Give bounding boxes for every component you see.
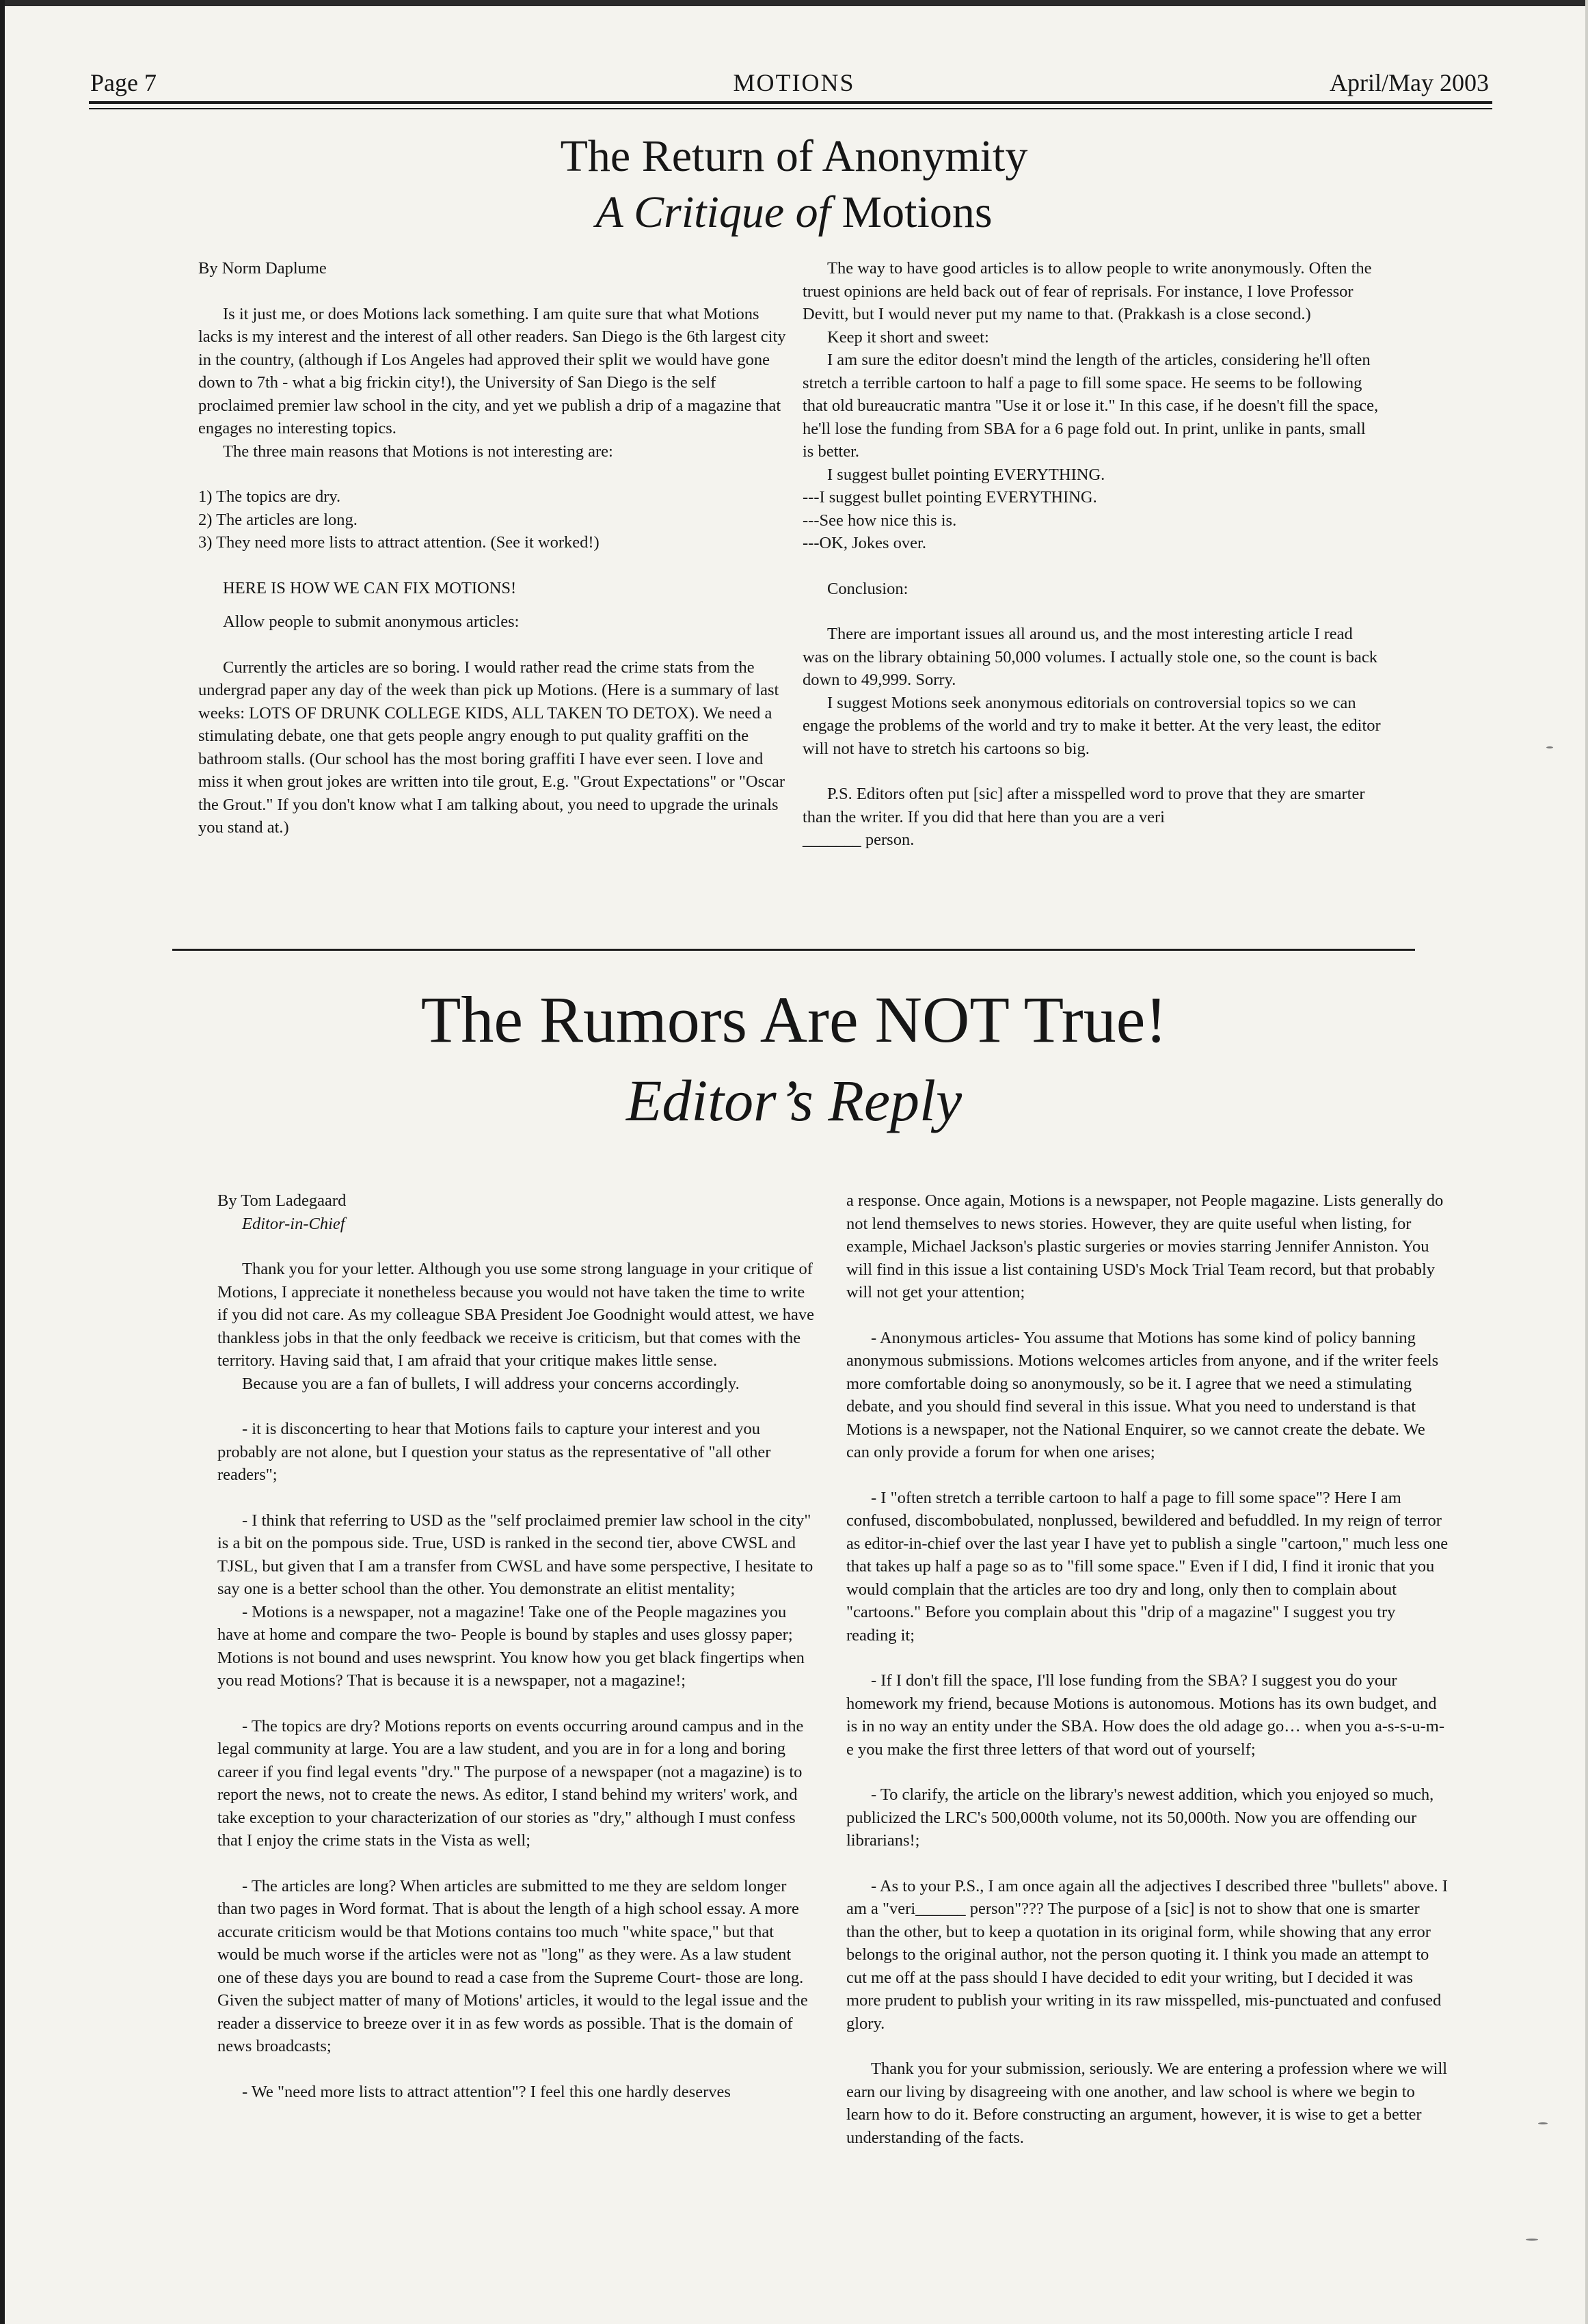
article2-paragraph: a response. Once again, Motions is a newspaper, not People magazine. Lists generally do not lend themselves to news stories. However, they are quite useful when listing, for example, Michael Jackson's plastic surgeries or movies starring Jennifer Anniston. You will find in this issue a list containing USD's Mock Trial Team record, but that probably will not get your attention; <box>846 1191 1444 1301</box>
article1-list-item: 2) The articles are long. <box>198 510 358 529</box>
article1-paragraph: Currently the articles are so boring. I would rather read the crime stats from the undergrad paper any day of the week than pick up Motions. (Here is a summary of last weeks: LOTS OF DRUNK COLLEGE KIDS, ALL TAKEN TO DETOX). We need a stimulating debate, one that gets people angry enough to put quality graffiti on the bathroom stalls. (Our school has the most boring graffiti I have ever seen. I love and miss it when grout jokes are written into tile grout, E.g. "Grout Expectations" or "Oscar the Grout." If you don't know what I am talking about, you need to upgrade the urinals you stand at.) <box>198 658 785 837</box>
scan-edge-left <box>0 0 5 2324</box>
article1-paragraph: The three main reasons that Motions is not interesting are: <box>223 442 613 461</box>
page-number: Page 7 <box>90 69 157 96</box>
header-rule-thin <box>89 108 1492 109</box>
article2-bullet: - Anonymous articles- You assume that Motions has some kind of policy banning anonymous submissions. Motions welcomes articles from anyone, and if the writer feels more comfortable doing so anonymously, so be it. I agree that we need a stimulating debate, and you should find several in this issue. What you need to understand is that Motions is a newspaper, not the National Enquirer, so we cannot create the debate. We can only provide a forum for when one arises; <box>846 1328 1439 1461</box>
article2-bullet: - The articles are long? When articles are submitted to me they are seldom longer than two pages in Word format. That is about the length of a high school essay. A more accurate criticism would be that Motions contains too much "white space," but that would be much worse if the articles were not as "long" as they were. As a law student one of these days you are bound to read a case from the Supreme Court- those are long. Given the subject matter of many of Motions' articles, it would to the legal issue and the reader a disservice to breeze over it in as few words as possible. That is the domain of news broadcasts; <box>217 1876 808 2055</box>
article1-section-heading: Conclusion: <box>827 579 909 598</box>
article2-closing: Thank you for your submission, seriously. We are entering a profession where we will earn our living by disagreeing with one another, and law school is where we begin to learn how to do it. Before constructing an argument, however, it is wise to get a better understanding of the facts. <box>846 2059 1448 2147</box>
issue-date: April/May 2003 <box>1330 69 1489 96</box>
article2-bullet: - To clarify, the article on the library's newest addition, which you enjoyed so much, publicized the LRC's 500,000th volume, not its 50,000th. Now you are offending our librarians!; <box>846 1785 1434 1850</box>
article1-postscript: P.S. Editors often put [sic] after a misspelled word to prove that they are smarter than the writer. If you did that here than you are a veri <box>803 785 1365 826</box>
article2-left-column <box>217 1189 819 2103</box>
article1-subtitle-italic: A Critique of <box>595 187 831 237</box>
scan-edge-top <box>0 0 1588 6</box>
article1-paragraph: The way to have good articles is to allow people to write anonymously. Often the truest opinions are held back out of fear of reprisals. For instance, I love Professor Devitt, but I would never put my name to that. (Prakkash is a close second.) <box>803 259 1372 323</box>
article2-right-column <box>846 1189 1449 2149</box>
article1-paragraph: There are important issues all around us, and the most interesting article I read was on the library obtaining 50,000 volumes. I actually stole one, so the count is back down to 49,999. Sorry. <box>803 625 1377 689</box>
article2-bullet: - I "often stretch a terrible cartoon to half a page to fill some space"? Here I am confused, discombobulated, nonplussed, bewildered and befuddled. In my reign of terror as editor-in-chief over the last year I have yet to publish a single "cartoon," much less one that takes up half a page so as to "fill some space." Even if I did, I find it ironic that you would complain that the articles are too dry and long, only then to complain about "cartoons." Before you complain about this "drip of a magazine" I suggest you try reading it; <box>846 1488 1449 1645</box>
article2-byline: By Tom Ladegaard <box>217 1191 347 1210</box>
article1-section-heading: Keep it short and sweet: <box>827 327 989 347</box>
scan-speck <box>1546 746 1553 748</box>
article1-list-item: ---OK, Jokes over. <box>803 534 926 552</box>
article2-title: The Rumors Are NOT True! <box>420 983 1168 1056</box>
article-divider <box>172 949 1415 951</box>
article2-subtitle: Editor’s Reply <box>625 1068 963 1133</box>
article1-title: The Return of Anonymity <box>560 131 1028 181</box>
article1-postscript-end: _______ person. <box>803 830 915 849</box>
article1-subtitle-roman: Motions <box>842 187 993 237</box>
article1-paragraph: I suggest bullet pointing EVERYTHING. <box>827 465 1105 484</box>
publication-name: MOTIONS <box>733 69 855 96</box>
article1-list-item: 3) They need more lists to attract attention. (See it worked!) <box>198 533 600 552</box>
article2-paragraph: Because you are a fan of bullets, I will address your concerns accordingly. <box>242 1374 740 1393</box>
scan-speck <box>1538 2122 1548 2124</box>
article2-byline-role: Editor-in-Chief <box>242 1214 345 1233</box>
scan-edge-right <box>1585 0 1588 2324</box>
article1-list-item: ---See how nice this is. <box>803 511 957 530</box>
article2-bullet: - I think that referring to USD as the "self proclaimed premier law school in the city" is a bit on the pompous side. True, USD is ranked in the second tier, above CWSL and TJSL, but given that I am a transfer from CWSL and have some perspective, I hesitate to say one is a better school than the other. You demonstrate an elitist mentality; <box>217 1511 813 1598</box>
article1-subtitle <box>0 186 1588 239</box>
article2-bullet: - The topics are dry? Motions reports on events occurring around campus and in the legal community at large. You are a law student, and you are in for a long and boring career if you find legal events "dry." The purpose of a newspaper (not a magazine) is to report the news, not to create the news. As editor, I stand behind my writers' work, and take exception to your characterization of our stories as "dry," although I must confess that I enjoy the crime stats in the Vista as well; <box>217 1716 804 1850</box>
article1-paragraph: I suggest Motions seek anonymous editorials on controversial topics so we can engage the problems of the world and try to make it better. At the very least, the editor will not have to stretch his cartoons so big. <box>803 693 1381 758</box>
article1-section-heading: Allow people to submit anonymous articles: <box>223 612 520 631</box>
article2-paragraph: Thank you for your letter. Although you use some strong language in your critique of Motions, I appreciate it nonetheless because you would not have taken the time to write if you did not care. As my colleague SBA President Joe Goodnight would attest, we have thankless jobs in that the only feedback we receive is criticism, but that comes with the territory. Having said that, I am afraid that your critique makes little sense. <box>217 1260 815 1370</box>
header-rule-thick <box>89 101 1492 104</box>
scan-speck <box>1526 2239 1538 2241</box>
article1-list-item: ---I suggest bullet pointing EVERYTHING. <box>803 488 1097 506</box>
article1-section-heading: HERE IS HOW WE CAN FIX MOTIONS! <box>223 578 517 597</box>
article1-left-column <box>198 257 786 839</box>
article2-bullet: - As to your P.S., I am once again all the adjectives I described three "bullets" above. I am a "veri______ person"??? The purpose of a [sic] is not to show that one is smarter than the other, but to keep a quotation in its original form, while showing that any error belongs to the original author, not the person quoting it. I think you made an attempt to cut me off at the pass should I have decided to edit your writing, but I decided it was more prudent to publish your writing in its raw misspelled, mis-punctuated and confused glory. <box>846 1876 1448 2033</box>
article2-bullet: - it is disconcerting to hear that Motions fails to capture your interest and you probably are not alone, but I question your status as the representative of "all other readers"; <box>217 1420 771 1484</box>
article1-list-item: 1) The topics are dry. <box>198 487 341 506</box>
article1-paragraph: Is it just me, or does Motions lack something. I am quite sure that what Motions lacks is my interest and the interest of all other readers. San Diego is the 6th largest city in the country, (although if Los Angeles had approved their split we would have gone down to 7th - what a big frickin city!), the University of San Diego is the self proclaimed premier law school in the city, and yet we publish a drip of a magazine that engages no interesting topics. <box>198 304 786 437</box>
article1-byline: By Norm Daplume <box>198 259 327 278</box>
article1-right-column <box>803 257 1381 852</box>
article2-bullet: - We "need more lists to attract attention"? I feel this one hardly deserves <box>242 2082 731 2101</box>
article1-paragraph: I am sure the editor doesn't mind the length of the articles, considering he'll often stretch a terrible cartoon to half a page to fill some space. He seems to be following that old bureaucratic mantra "Use it or lose it." In this case, if he doesn't fill the space, he'll lose the funding from SBA for a 6 page fold out. In print, unlike in pants, small is better. <box>803 351 1379 461</box>
article2-bullet: - If I don't fill the space, I'll lose funding from the SBA? I suggest you do your homework my friend, because Motions is autonomous. Motions has its own budget, and is in no way an entity under the SBA. How does the old adage go… when you a-s-s-u-m-e you make the first three letters of that word out of yourself; <box>846 1671 1445 1759</box>
article2-bullet: - Motions is a newspaper, not a magazine! Take one of the People magazines you have at home and compare the two- People is bound by staples and uses glossy paper; Motions is not bound and uses newsprint. You know how you get black fingertips when you read Motions? That is because it is a newspaper, not a magazine!; <box>217 1602 805 1690</box>
